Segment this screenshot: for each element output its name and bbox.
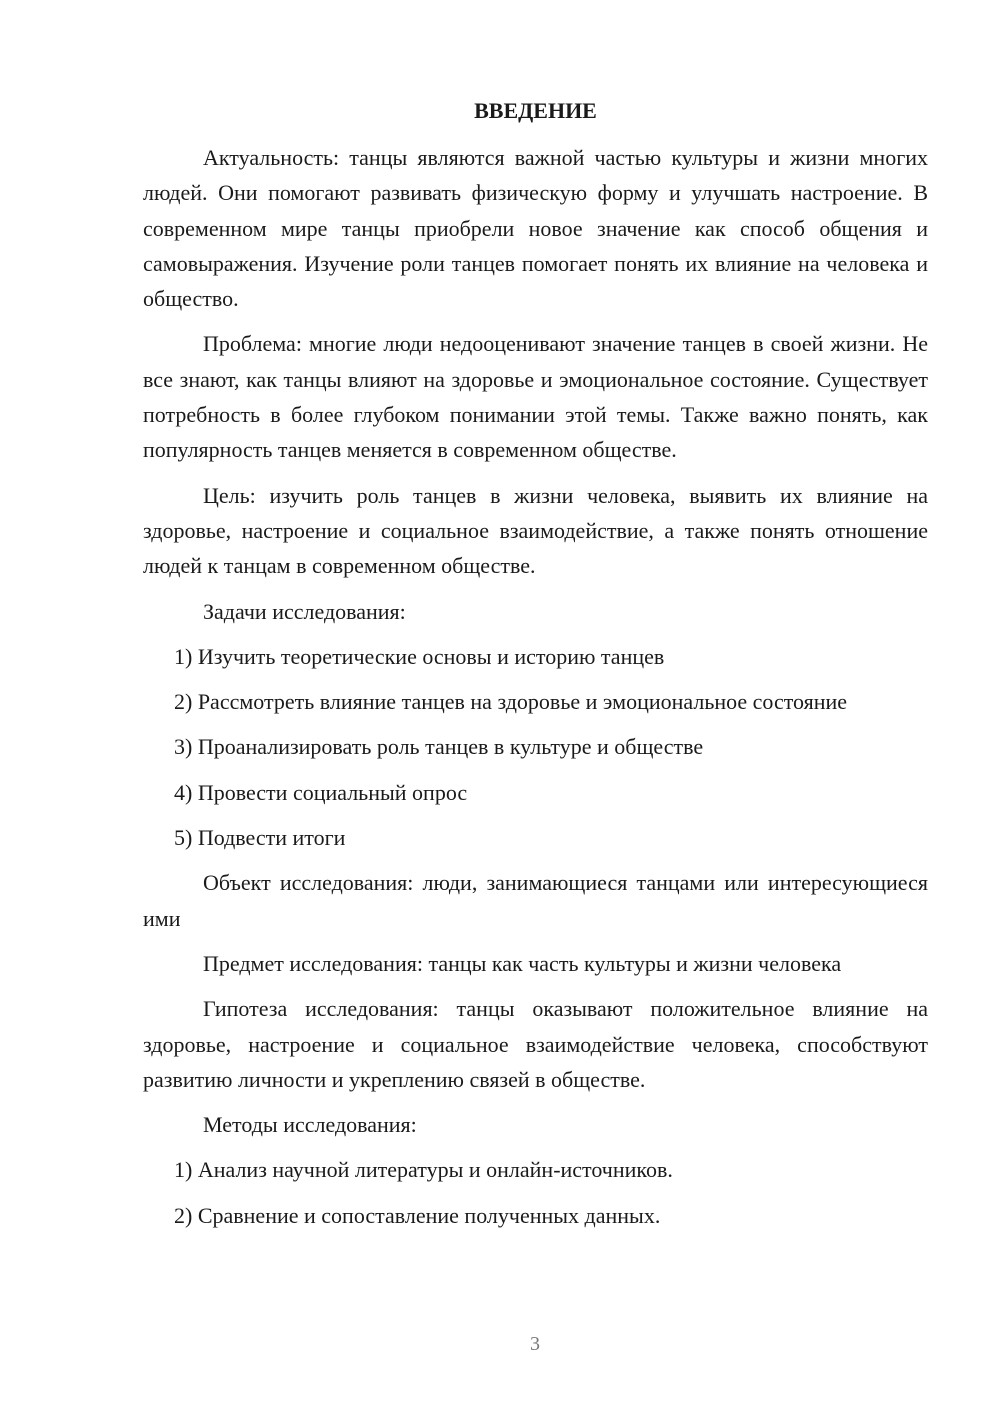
problem-paragraph: Проблема: многие люди недооценивают значение танцев в своей жизни. Не все знают, как танцы влияют на здоровье и эмоциональное состояние. Существует потребность в более глубоком понимании этой темы. Также важно понять, как популярность танцев меняется в современном обществе. [143,331,928,463]
hypothesis-paragraph: Гипотеза исследования: танцы оказывают положительное влияние на здоровье, настроение и социальное взаимодействие человека, способствуют развитию личности и укреплению связей в обществе. [143,996,928,1092]
method-item: 2) Сравнение и сопоставление полученных данных. [174,1202,661,1228]
page-content [143,96,928,1243]
relevance-paragraph: Актуальность: танцы являются важной частью культуры и жизни многих людей. Они помогают развивать физическую форму и улучшать настроение. В современном мире танцы приобрели новое значение как способ общения и самовыражения. Изучение роли танцев помогает понять их влияние на человека и общество. [143,145,928,312]
methods-heading: Методы исследования: [203,1112,417,1138]
goal-paragraph: Цель: изучить роль танцев в жизни человека, выявить их влияние на здоровье, настроение и социальное взаимодействие, а также понять отношение людей к танцам в современном обществе. [143,482,928,579]
task-item: 1) Изучить теоретические основы и историю танцев [174,643,665,669]
method-item: 1) Анализ научной литературы и онлайн-источников. [174,1157,673,1183]
task-item: 4) Провести социальный опрос [174,779,468,805]
task-item: 5) Подвести итоги [174,825,346,851]
tasks-heading: Задачи исследования: [203,598,406,624]
task-item: 3) Проанализировать роль танцев в культуре и обществе [174,734,704,760]
page-title: ВВЕДЕНИЕ [474,98,597,123]
task-item: 2) Рассмотреть влияние танцев на здоровье и эмоциональное состояние [174,689,848,715]
subject-paragraph: Предмет исследования: танцы как часть культуры и жизни человека [203,950,842,976]
page-number: 3 [530,1333,540,1355]
object-paragraph: Объект исследования: люди, занимающиеся танцами или интересующиеся ими [143,870,928,931]
